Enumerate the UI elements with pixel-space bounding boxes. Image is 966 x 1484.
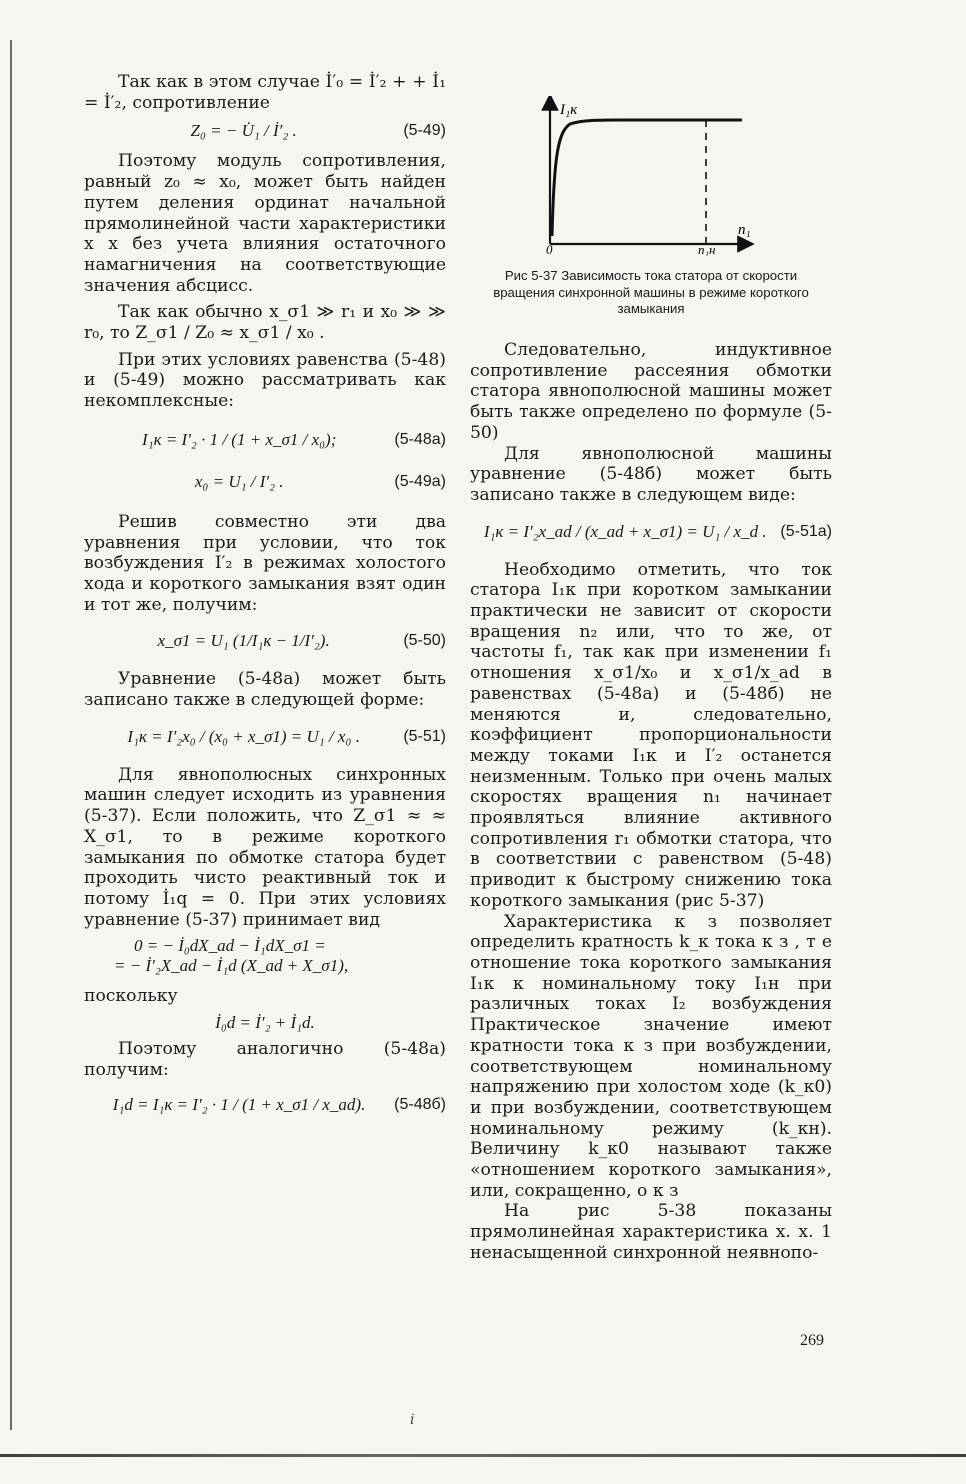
- equation-expression: x_σ1 = U₁ (1/I₁к − 1/I′₂).: [157, 631, 330, 651]
- paragraph: При этих условиях равенства (5-48) и (5-49) можно рассматривать как некомплексные:: [84, 349, 446, 412]
- equation-number: (5-48а): [394, 430, 446, 448]
- equation-expression: x₀ = U₁ / I′₂ .: [194, 471, 284, 491]
- equation-expression: I₁к = I′₂ · 1 / (1 + x_σ1 / x₀);: [142, 429, 337, 449]
- equation-expression: Z₀ = − U̇₁ / İ′₂ .: [190, 121, 297, 141]
- equation-number: (5-48б): [394, 1095, 446, 1113]
- equation-5-48a: [84, 430, 446, 450]
- equation-line: 0 = − İ₀dX_ad − İ₁dX_σ1 =: [134, 936, 326, 956]
- figure-caption: Рис 5-37 Зависимость тока статора от скорости вращения синхронной машины в режиме короткого замыкания: [493, 268, 809, 316]
- paragraph: Характеристика к з позволяет определить кратность k_к тока к з , т е отношение тока короткого замыкания I₁к к номинальному току I₁н при различных токах I₂ возбуждения Практическое значение имеют кратности тока к з при возбуждении, соответствующем номинальному напряжению при холостом ходе (k_к0) и при возбуждении, соответствующем номинальному режиму (k_кн). Величину k_к0 называют также «отношением короткого замыкания», или, сокращенно, о к з: [470, 911, 832, 1201]
- paragraph: Следовательно, индуктивное сопротивление рассеяния обмотки статора явнополюсной машины может быть также определено по формуле (5-50): [470, 340, 832, 443]
- equation-5-50: [84, 631, 446, 651]
- paragraph: Для явнополюсных синхронных машин следует исходить из уравнения (5-37). Если положить, что Z_σ1 ≈ ≈ X_σ1, то в режиме короткого замыкания по обмотке статора будет проходить чисто реактивный ток и потому İ₁q = 0. При этих условиях уравнение (5-37) принимает вид: [84, 764, 446, 930]
- y-axis-label: I₁к: [560, 102, 578, 118]
- bottom-edge-line: [0, 1454, 966, 1457]
- figure-5-37: [470, 96, 832, 318]
- equation-number: (5-49): [403, 122, 446, 140]
- page-number: 269: [800, 1332, 824, 1349]
- rated-speed-tick-label: n₁н: [698, 242, 716, 256]
- binding-edge-line: [10, 40, 12, 1430]
- equation-number: (5-51): [403, 727, 446, 745]
- equation-number: (5-50): [403, 632, 446, 650]
- equation-line: = − İ′₂X_ad − İ₁d (X_ad + X_σ1),: [114, 956, 349, 976]
- paragraph: Поэтому аналогично (5-48а) получим:: [84, 1039, 446, 1080]
- paragraph: Поэтому модуль сопротивления, равный z₀ ≈ x₀, может быть найден путем деления ординат начальной прямолинейной части характеристики х х без учета влияния остаточного намагничения на соответствующие значения абсцисс.: [84, 151, 446, 296]
- paragraph: поскольку: [84, 986, 178, 1007]
- equation-expression: I₁d = I₁к = I′₂ · 1 / (1 + x_σ1 / x_ad).: [112, 1094, 366, 1114]
- origin-label: 0: [546, 242, 553, 256]
- paragraph: Необходимо отметить, что ток статора I₁к при коротком замыкании практически не зависит от скорости вращения n₂ или, что то же, от частоты f₁, так как при изменении f₁ отношения x_σ1/x₀ и x_σ1/x_ad в равенствах (5-48а) и (5-48б) не меняются и, следовательно, коэффициент пропорциональности между токами I₁к и I′₂ останется неизменным. Только при очень малых скоростях вращения n₁ начинает проявляться влияние активного сопротивления r₁ обмотки статора, что в соответствии с равенством (5-48) приводит к быстрому снижению тока короткого замыкания (рис 5-37): [470, 559, 832, 911]
- left-column: [84, 72, 446, 1125]
- stray-mark: i: [410, 1412, 415, 1428]
- equation-5-48b: [84, 1095, 446, 1115]
- paragraph: Уравнение (5-48а) может быть записано также в следующей форме:: [84, 669, 446, 711]
- paragraph: Решив совместно эти два уравнения при условии, что ток возбуждения I′₂ в режимах холостого хода и короткого замыкания взят один и тот же, получим:: [84, 511, 446, 615]
- paragraph: На рис 5-38 показаны прямолинейная характеристика х. х. 1 ненасыщенной синхронной неявнопо-: [470, 1201, 832, 1263]
- x-axis-label: n₁: [738, 222, 751, 238]
- equation-number: (5-51а): [780, 522, 832, 540]
- paragraph: Так как в этом случае İ′₀ = İ′₂ + + İ₁ = İ′₂, сопротивление: [84, 72, 446, 113]
- short-circuit-current-graph: [470, 96, 832, 256]
- current-curve: [552, 120, 742, 236]
- paragraph: Так как обычно x_σ1 ≫ r₁ и x₀ ≫ ≫ r₀, то Z_σ1 / Z₀ ≈ x_σ1 / x₀ .: [84, 302, 446, 344]
- equation-5-51: [84, 727, 446, 747]
- equation-5-51a: [470, 522, 832, 542]
- equation-expression: I₁к = I′₂x₀ / (x₀ + x_σ1) = U₁ / x₀ .: [127, 726, 360, 746]
- equation-line: İ₀d = İ′₂ + İ₁d.: [215, 1013, 315, 1033]
- equation-5-49: [84, 121, 446, 141]
- equation-expression: I₁к = I′₂x_ad / (x_ad + x_σ1) = U₁ / x_d .: [483, 521, 767, 541]
- equation-5-49a: [84, 472, 446, 492]
- equation-system: [84, 936, 446, 976]
- right-column: [470, 340, 832, 1264]
- paragraph: Для явнополюсной машины уравнение (5-48б) может быть записано также в следующем виде:: [470, 443, 832, 505]
- equation-number: (5-49а): [394, 472, 446, 490]
